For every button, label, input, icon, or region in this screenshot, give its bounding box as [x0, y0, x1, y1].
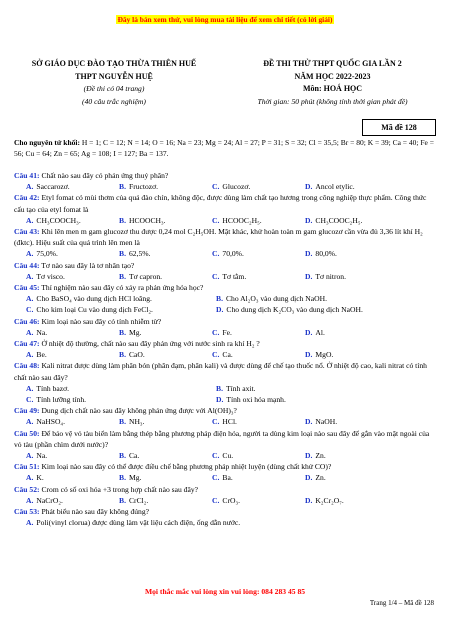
option-text: Mg. [128, 473, 142, 483]
option-letter: B. [216, 383, 223, 393]
option-text: Cho kim loại Cu vào dung dịch FeCl₂. [36, 305, 153, 315]
question-number: Câu 49: [14, 406, 40, 416]
question-count-note: (40 câu trắc nghiệm) [82, 96, 146, 106]
option-text: CrCl₂. [128, 495, 149, 505]
option-text: Na. [36, 451, 48, 461]
answer-option[interactable] [305, 215, 398, 226]
answer-options [14, 349, 438, 360]
option-letter: C. [212, 473, 220, 483]
option-text: K. [36, 473, 44, 483]
answer-option[interactable] [216, 383, 406, 394]
question-text: Kali nitrat được dùng làm phân bón (phân đạm, phân kali) và được dùng để chế tạo thuốc nổ. Ở nhiệt độ cao, kali nitrat có tính chất nào sau đây? [14, 361, 427, 382]
option-letter: A. [26, 383, 34, 393]
option-text: HCOOCH₃. [128, 215, 166, 225]
option-text: NaCrO₂. [36, 495, 63, 505]
question-number: Câu 51: [14, 462, 40, 472]
option-text: Fe. [222, 327, 232, 337]
option-text: Zn. [315, 473, 326, 483]
question-stem [14, 506, 438, 517]
option-letter: B. [119, 451, 126, 461]
option-text: 62,5%. [128, 249, 151, 259]
answer-options [14, 304, 438, 315]
answer-options [14, 383, 438, 394]
option-text: CH₃COOC₂H₅. [315, 215, 363, 225]
answer-option[interactable] [26, 495, 119, 506]
option-text: 70,0%. [222, 249, 244, 259]
answer-option[interactable] [119, 450, 212, 461]
question-stem [14, 260, 438, 271]
option-letter: D. [305, 271, 313, 281]
answer-option[interactable] [119, 271, 212, 282]
answer-option[interactable] [26, 215, 119, 226]
answer-option[interactable] [119, 215, 212, 226]
answer-option[interactable] [212, 416, 305, 427]
subject: Môn: HOÁ HỌC [302, 84, 363, 93]
answer-option[interactable] [212, 181, 305, 192]
answer-option[interactable] [119, 495, 212, 506]
exam-info [229, 58, 436, 108]
school-year: NĂM HỌC 2022-2023 [294, 71, 371, 81]
question-number: Câu 46: [14, 316, 40, 326]
question-text: Khi lên men m gam glucozơ thu được 0,24 mol C₂H₅OH. Mặt khác, khử hoàn toàn m gam glucozơ cần vừa đủ 3,36 lít khí H₂ (đktc). Hiệu suất của quá trình lên men là [14, 227, 423, 248]
option-letter: D. [305, 473, 313, 483]
option-letter: A. [26, 350, 34, 360]
answer-option[interactable] [119, 349, 212, 360]
answer-option[interactable] [26, 383, 216, 394]
question-number: Câu 45: [14, 283, 40, 293]
answer-option[interactable] [212, 215, 305, 226]
answer-option[interactable] [212, 450, 305, 461]
option-text: Ca. [222, 350, 233, 360]
option-letter: A. [26, 294, 34, 304]
option-text: Al. [315, 327, 325, 337]
answer-option[interactable] [212, 495, 305, 506]
question-number: Câu 41: [14, 171, 40, 180]
question-text: Ở nhiệt độ thường, chất nào sau đây phản ứng với nước sinh ra khí H₂ ? [41, 339, 260, 349]
option-letter: C. [212, 451, 220, 461]
option-text: Cho BaSO₄ vào dung dịch HCl loãng. [36, 294, 152, 304]
answer-option[interactable] [305, 327, 398, 338]
option-letter: C. [212, 271, 220, 281]
option-letter: D. [305, 327, 313, 337]
exam-title: ĐỀ THI THỬ THPT QUỐC GIA LẦN 2 [263, 59, 402, 68]
option-letter: A. [26, 417, 34, 427]
answer-option[interactable] [119, 248, 212, 259]
answer-option[interactable] [26, 450, 119, 461]
option-letter: C. [212, 249, 220, 259]
question-number: Câu 44: [14, 260, 40, 270]
question-stem [14, 360, 438, 382]
option-text: Cho dung dịch K₂CO₃ vào dung dịch NaOH. [226, 305, 363, 315]
question-number: Câu 42: [14, 193, 40, 203]
option-letter: B. [119, 327, 126, 337]
option-letter: A. [26, 271, 34, 281]
option-text: Saccarozơ. [36, 182, 70, 192]
answer-options [14, 181, 438, 192]
option-text: NH₃. [128, 417, 145, 427]
option-text: NaOH. [315, 417, 338, 427]
answer-option[interactable] [26, 349, 119, 360]
answer-option[interactable] [305, 349, 398, 360]
answer-option[interactable] [216, 293, 406, 304]
question-stem [14, 484, 438, 495]
school-name: THPT NGUYỄN HUỆ [75, 71, 153, 81]
option-text: 80,0%. [315, 249, 337, 259]
option-letter: A. [26, 473, 34, 483]
exam-code-box: Mã đề 128 [362, 119, 436, 136]
question-text: Phát biểu nào sau đây không đúng? [41, 507, 149, 517]
answer-option[interactable] [26, 181, 119, 192]
question-text: Chất nào sau đây có phản ứng thuỷ phân? [41, 171, 169, 180]
question-stem [14, 428, 438, 450]
option-letter: C. [212, 327, 220, 337]
question-number: Câu 52: [14, 484, 40, 494]
answer-options [14, 248, 438, 259]
answer-options [14, 472, 438, 483]
option-letter: D. [305, 350, 313, 360]
option-text: HCl. [222, 417, 237, 427]
option-letter: B. [119, 249, 126, 259]
option-text: Tơ capron. [128, 271, 163, 281]
option-letter: A. [26, 495, 34, 505]
answer-options [14, 215, 438, 226]
option-text: Tính axit. [225, 383, 256, 393]
answer-option[interactable] [26, 293, 216, 304]
option-text: Tính bazơ. [36, 383, 70, 393]
answer-option[interactable] [26, 394, 216, 405]
question-stem [14, 226, 438, 248]
answer-option[interactable] [305, 472, 398, 483]
answer-option[interactable] [305, 181, 398, 192]
question-list [14, 170, 438, 529]
option-letter: A. [26, 451, 34, 461]
answer-option[interactable] [216, 304, 406, 315]
option-text: Zn. [315, 451, 326, 461]
question-stem [14, 170, 438, 181]
option-letter: C. [212, 417, 220, 427]
answer-options [14, 416, 438, 427]
answer-option[interactable] [305, 248, 398, 259]
option-letter: D. [216, 305, 224, 315]
answer-option[interactable] [119, 472, 212, 483]
atomic-masses-label: Cho nguyên tử khối: [14, 138, 80, 147]
option-text: Mg. [128, 327, 142, 337]
page-footer: Trang 1/4 – Mã đề 128 [369, 599, 434, 607]
answer-option[interactable] [26, 472, 119, 483]
question-text: Kim loại nào sau đây có tính nhiễm từ? [41, 316, 162, 326]
option-letter: A. [26, 249, 34, 259]
question-stem [14, 282, 438, 293]
answer-option[interactable] [26, 416, 119, 427]
option-text: NaHSO₄. [36, 417, 65, 427]
question-number: Câu 48: [14, 361, 40, 371]
answer-options [14, 495, 438, 506]
option-text: Glucozơ. [222, 182, 251, 192]
answer-option[interactable] [212, 349, 305, 360]
answer-option[interactable] [26, 271, 119, 282]
department-name: SỞ GIÁO DỤC ĐÀO TẠO THỪA THIÊN HUẾ [31, 59, 197, 68]
answer-options [14, 271, 438, 282]
question-stem [14, 461, 438, 472]
school-info [14, 58, 214, 108]
answer-option[interactable] [212, 327, 305, 338]
answer-options [14, 517, 438, 528]
option-text: CrO₃. [222, 495, 241, 505]
option-text: CaO. [128, 350, 145, 360]
option-letter: C. [26, 305, 34, 315]
question-text: Thí nghiệm nào sau đây có xảy ra phản ứng hóa học? [41, 283, 204, 293]
option-text: Ba. [222, 473, 233, 483]
option-letter: B. [119, 271, 126, 281]
option-text: Na. [36, 327, 48, 337]
option-letter: B. [119, 350, 126, 360]
option-letter: A. [26, 327, 34, 337]
option-text: Tơ nitron. [315, 271, 346, 281]
option-letter: D. [305, 249, 313, 259]
question-text: Để bảo vệ vỏ tàu biển làm bằng thép bằng phương pháp điện hóa, người ta dùng kim loại nào sau đây để gắn vào mặt ngoài của vỏ tàu (phần chìm dưới nước)? [14, 428, 430, 449]
option-letter: D. [305, 417, 313, 427]
option-text: Ca. [128, 451, 140, 461]
option-text: HCOOC₂H₅. [222, 215, 262, 225]
atomic-masses [14, 137, 438, 159]
option-letter: D. [305, 495, 313, 505]
option-letter: C. [212, 495, 220, 505]
option-letter: D. [305, 215, 313, 225]
answer-option[interactable] [305, 450, 398, 461]
option-letter: C. [212, 182, 220, 192]
answer-option[interactable] [305, 495, 398, 506]
option-text: Tơ tằm. [222, 271, 247, 281]
option-text: Ancol etylic. [315, 182, 355, 192]
option-letter: B. [119, 473, 126, 483]
preview-banner-text: Đây là bản xem thử, vui lòng mua tài liệu để xem chi tiết (có lời giải) [117, 15, 333, 24]
option-text: MgO. [315, 350, 334, 360]
answer-options [14, 293, 438, 304]
option-letter: C. [212, 215, 220, 225]
answer-option[interactable] [212, 248, 305, 259]
option-letter: C. [212, 350, 220, 360]
option-text: Fructozơ. [128, 182, 159, 192]
option-letter: B. [119, 182, 126, 192]
question-text: Dung dịch chất nào sau đây không phản ứng được với Al(OH)₃? [41, 406, 237, 416]
option-letter: D. [305, 451, 313, 461]
answer-option[interactable] [119, 327, 212, 338]
option-text: Tính lưỡng tính. [36, 395, 87, 405]
option-letter: D. [216, 395, 224, 405]
answer-option[interactable] [119, 181, 212, 192]
answer-options [14, 450, 438, 461]
option-letter: C. [26, 395, 34, 405]
question-text: Tơ nào sau đây là tơ nhân tạo? [41, 260, 135, 270]
answer-option[interactable] [26, 304, 216, 315]
question-stem [14, 405, 438, 416]
option-text: Tính oxi hóa mạnh. [226, 395, 286, 405]
time-limit: Thời gian: 50 phút (không tính thời gian phát đề) [257, 96, 408, 106]
option-text: Cho Al₂O₃ vào dung dịch NaOH. [225, 294, 328, 304]
option-letter: B. [119, 417, 126, 427]
option-letter: B. [216, 294, 223, 304]
preview-banner [0, 9, 450, 27]
option-letter: D. [305, 182, 313, 192]
option-letter: A. [26, 182, 34, 192]
answer-option[interactable] [26, 248, 119, 259]
question-stem [14, 316, 438, 327]
answer-options [14, 327, 438, 338]
answer-option[interactable] [26, 327, 119, 338]
atomic-masses-values: H = 1; C = 12; N = 14; O = 16; Na = 23; Mg = 24; Al = 27; P = 31; S = 32; Cl = 35,5; Br = 80; K = 39; Ca = 40; Fe = 56; Cu = 64; Zn = 65; Ag = 108; I = 127; Ba = 137. [14, 138, 434, 158]
question-number: Câu 43: [14, 227, 40, 237]
page-count-note: (Đề thi có 04 trang) [83, 84, 145, 93]
question-text: Crom có số oxi hóa +3 trong hợp chất nào sau đây? [41, 484, 198, 494]
answer-option[interactable] [26, 517, 240, 528]
answer-options [14, 394, 438, 405]
answer-option[interactable] [212, 472, 305, 483]
option-text: K₂Cr₂O₇. [315, 495, 344, 505]
question-stem [14, 338, 438, 349]
option-letter: A. [26, 518, 34, 528]
option-letter: B. [119, 495, 126, 505]
question-number: Câu 53: [14, 507, 40, 517]
option-text: Tơ visco. [36, 271, 65, 281]
answer-option[interactable] [216, 394, 406, 405]
answer-option[interactable] [212, 271, 305, 282]
question-stem [14, 192, 438, 214]
question-text: Kim loại nào sau đây có thể được điều chế bằng phương pháp nhiệt luyện (dùng chất khử CO)? [41, 462, 332, 472]
contact-line: Mọi thắc mắc vui lòng xin vui lòng: 084 283 45 85 [144, 587, 306, 596]
question-text: Etyl fomat có mùi thơm của quả đào chín, không độc, được dùng làm chất tạo hương trong công nghiệp thực phẩm. Công thức cấu tạo của etyl fomat là [14, 193, 427, 214]
option-text: CH₃COOCH₃. [36, 215, 81, 225]
option-text: Cu. [222, 451, 234, 461]
option-text: Poli(vinyl clorua) được dùng làm vật liệu cách điện, ống dẫn nước. [36, 518, 241, 528]
answer-option[interactable] [305, 416, 398, 427]
answer-option[interactable] [119, 416, 212, 427]
question-number: Câu 50: [14, 428, 40, 438]
option-letter: B. [119, 215, 126, 225]
option-text: Be. [36, 350, 47, 360]
question-number: Câu 47: [14, 339, 40, 349]
option-text: 75,0%. [36, 249, 58, 259]
answer-option[interactable] [305, 271, 398, 282]
option-letter: A. [26, 215, 34, 225]
